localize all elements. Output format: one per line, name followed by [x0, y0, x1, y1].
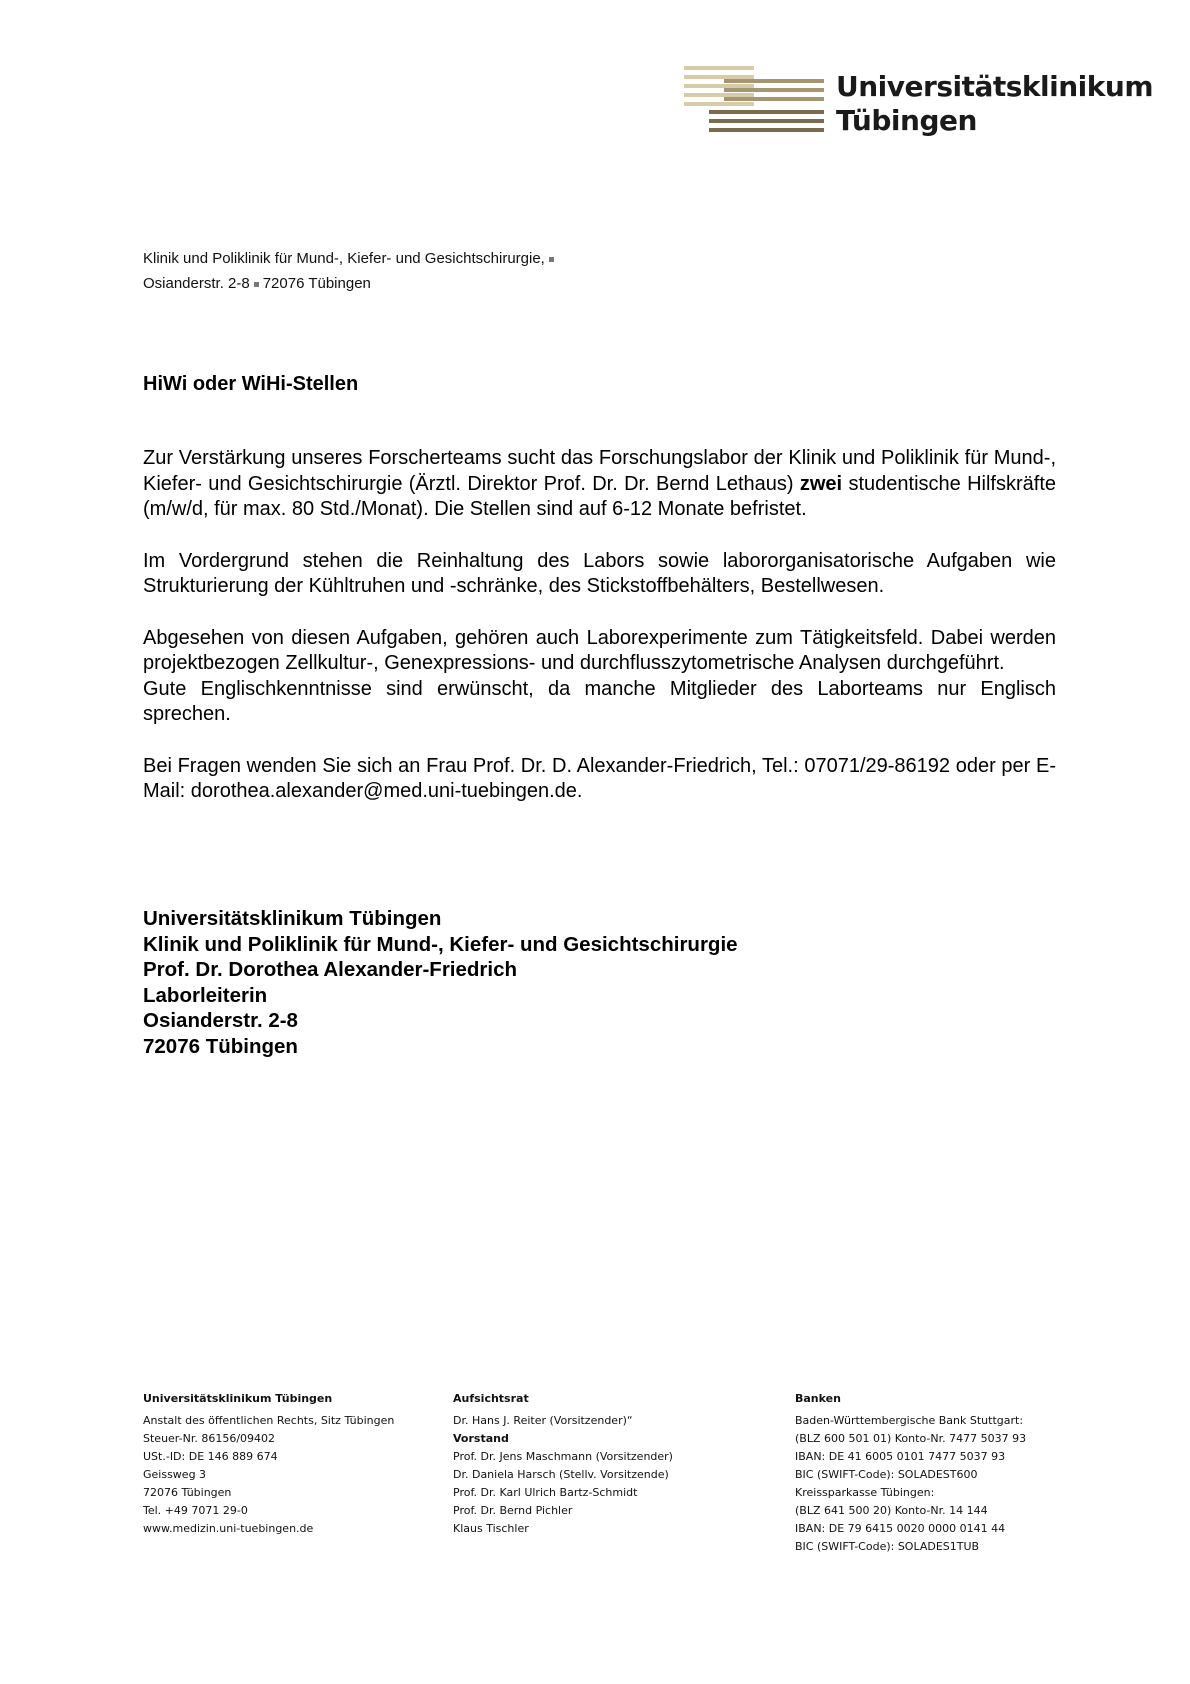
footer-subheading: Vorstand [453, 1432, 509, 1445]
sender-address [143, 246, 558, 296]
logo-stripes-icon [684, 66, 824, 136]
square-bullet-icon [549, 257, 554, 262]
footer-line: Anstalt des öffentlichen Rechts, Sitz Tübingen [143, 1414, 395, 1427]
paragraph-experiments: Abgesehen von diesen Aufgaben, gehören auch Laborexperimente zum Tätigkeitsfeld. Dabei werden projektbezogen Zellkultur-, Genexpressions- und durchflusszytometrische Analysen durchgeführt. [143, 626, 1056, 674]
paragraph-contact: Bei Fragen wenden Sie sich an Frau Prof. Dr. D. Alexander-Friedrich, Tel.: 07071/29-86192 oder per E-Mail: dorothea.alexander@med.uni-tuebingen.de. [143, 754, 1056, 802]
footer-line: IBAN: DE 79 6415 0020 0000 0141 44 [795, 1522, 1006, 1535]
paragraph-english: Gute Englischkenntnisse sind erwünscht, da manche Mitglieder des Laborteams nur Englisch sprechen. [143, 677, 1056, 725]
logo [684, 66, 1153, 148]
footer-line: Prof. Dr. Bernd Pichler [453, 1504, 573, 1517]
paragraph-intro-text-b: studentische Hilfskräfte (m/w/d, für max. 80 Std./Monat). Die Stellen sind auf 6-12 Monate befristet. [143, 472, 1056, 520]
footer-heading: Banken [795, 1392, 841, 1405]
footer-col-board [453, 1390, 673, 1538]
signature-line: Osianderstr. 2-8 [143, 1009, 298, 1032]
footer-line: BIC (SWIFT-Code): SOLADES1TUB [795, 1540, 980, 1553]
signature-line: 72076 Tübingen [143, 1034, 298, 1058]
signature-line: Klinik und Poliklinik für Mund-, Kiefer- und Gesichtschirurgie [143, 932, 738, 956]
paragraph-intro-text-a: Zur Verstärkung unseres Forscherteams sucht das Forschungslabor der Klinik und Poliklinik für Mund-, Kiefer- und Gesichtschirurgie (Ärztl. Direktor Prof. Dr. Dr. Bernd Lethaus) [143, 447, 1056, 495]
letter-body [143, 446, 1056, 805]
sender-line1: Klinik und Poliklinik für Mund-, Kiefer- und Gesichtschirurgie, [143, 250, 545, 267]
footer-line: Tel. +49 7071 29-0 [143, 1504, 248, 1517]
sender-street: Osianderstr. 2-8 [143, 275, 250, 292]
footer-line: Steuer-Nr. 86156/09402 [143, 1432, 276, 1445]
footer-line: BIC (SWIFT-Code): SOLADEST600 [795, 1468, 978, 1481]
square-bullet-icon [254, 282, 259, 287]
footer-line: (BLZ 600 501 01) Konto-Nr. 7477 5037 93 [795, 1432, 1027, 1445]
footer-line: Dr. Hans J. Reiter (Vorsitzender)“ [453, 1414, 633, 1427]
footer-col-clinic [143, 1390, 394, 1538]
footer-line: Prof. Dr. Karl Ulrich Bartz-Schmidt [453, 1486, 638, 1499]
footer-line: Klaus Tischler [453, 1522, 529, 1535]
paragraph-intro-bold: zwei [799, 472, 843, 495]
footer-col-banks [795, 1390, 1026, 1556]
signature-line: Laborleiterin [143, 983, 268, 1007]
footer-heading: Universitätsklinikum Tübingen [143, 1392, 333, 1405]
logo-line2: Tübingen [836, 104, 977, 137]
footer-line: www.medizin.uni-tuebingen.de [143, 1522, 314, 1535]
footer-line: Geissweg 3 [143, 1468, 207, 1481]
footer-line: USt.-ID: DE 146 889 674 [143, 1450, 278, 1463]
footer-line: Baden-Württembergische Bank Stuttgart: [795, 1414, 1024, 1427]
paragraph-tasks: Im Vordergrund stehen die Reinhaltung des Labors sowie labororganisatorische Aufgaben wie Strukturierung der Kühltruhen und -schränke, des Stickstoffbehälters, Bestellwesen. [143, 549, 1056, 597]
signature-line: Universitätsklinikum Tübingen [143, 907, 442, 930]
footer-line: (BLZ 641 500 20) Konto-Nr. 14 144 [795, 1504, 988, 1517]
footer-heading: Aufsichtsrat [453, 1392, 529, 1405]
page-title: HiWi oder WiHi-Stellen [143, 373, 359, 395]
sender-city: 72076 Tübingen [262, 275, 371, 292]
footer-line: Dr. Daniela Harsch (Stellv. Vorsitzende) [453, 1468, 669, 1481]
footer-line: Kreissparkasse Tübingen: [795, 1486, 935, 1499]
paragraph-intro [143, 446, 1056, 523]
signature-line: Prof. Dr. Dorothea Alexander-Friedrich [143, 958, 518, 981]
footer-line: Prof. Dr. Jens Maschmann (Vorsitzender) [453, 1450, 673, 1463]
footer-line: 72076 Tübingen [143, 1486, 232, 1499]
logo-line1: Universitätsklinikum [836, 70, 1153, 103]
signature-block [143, 906, 738, 1059]
footer-line: IBAN: DE 41 6005 0101 7477 5037 93 [795, 1450, 1006, 1463]
